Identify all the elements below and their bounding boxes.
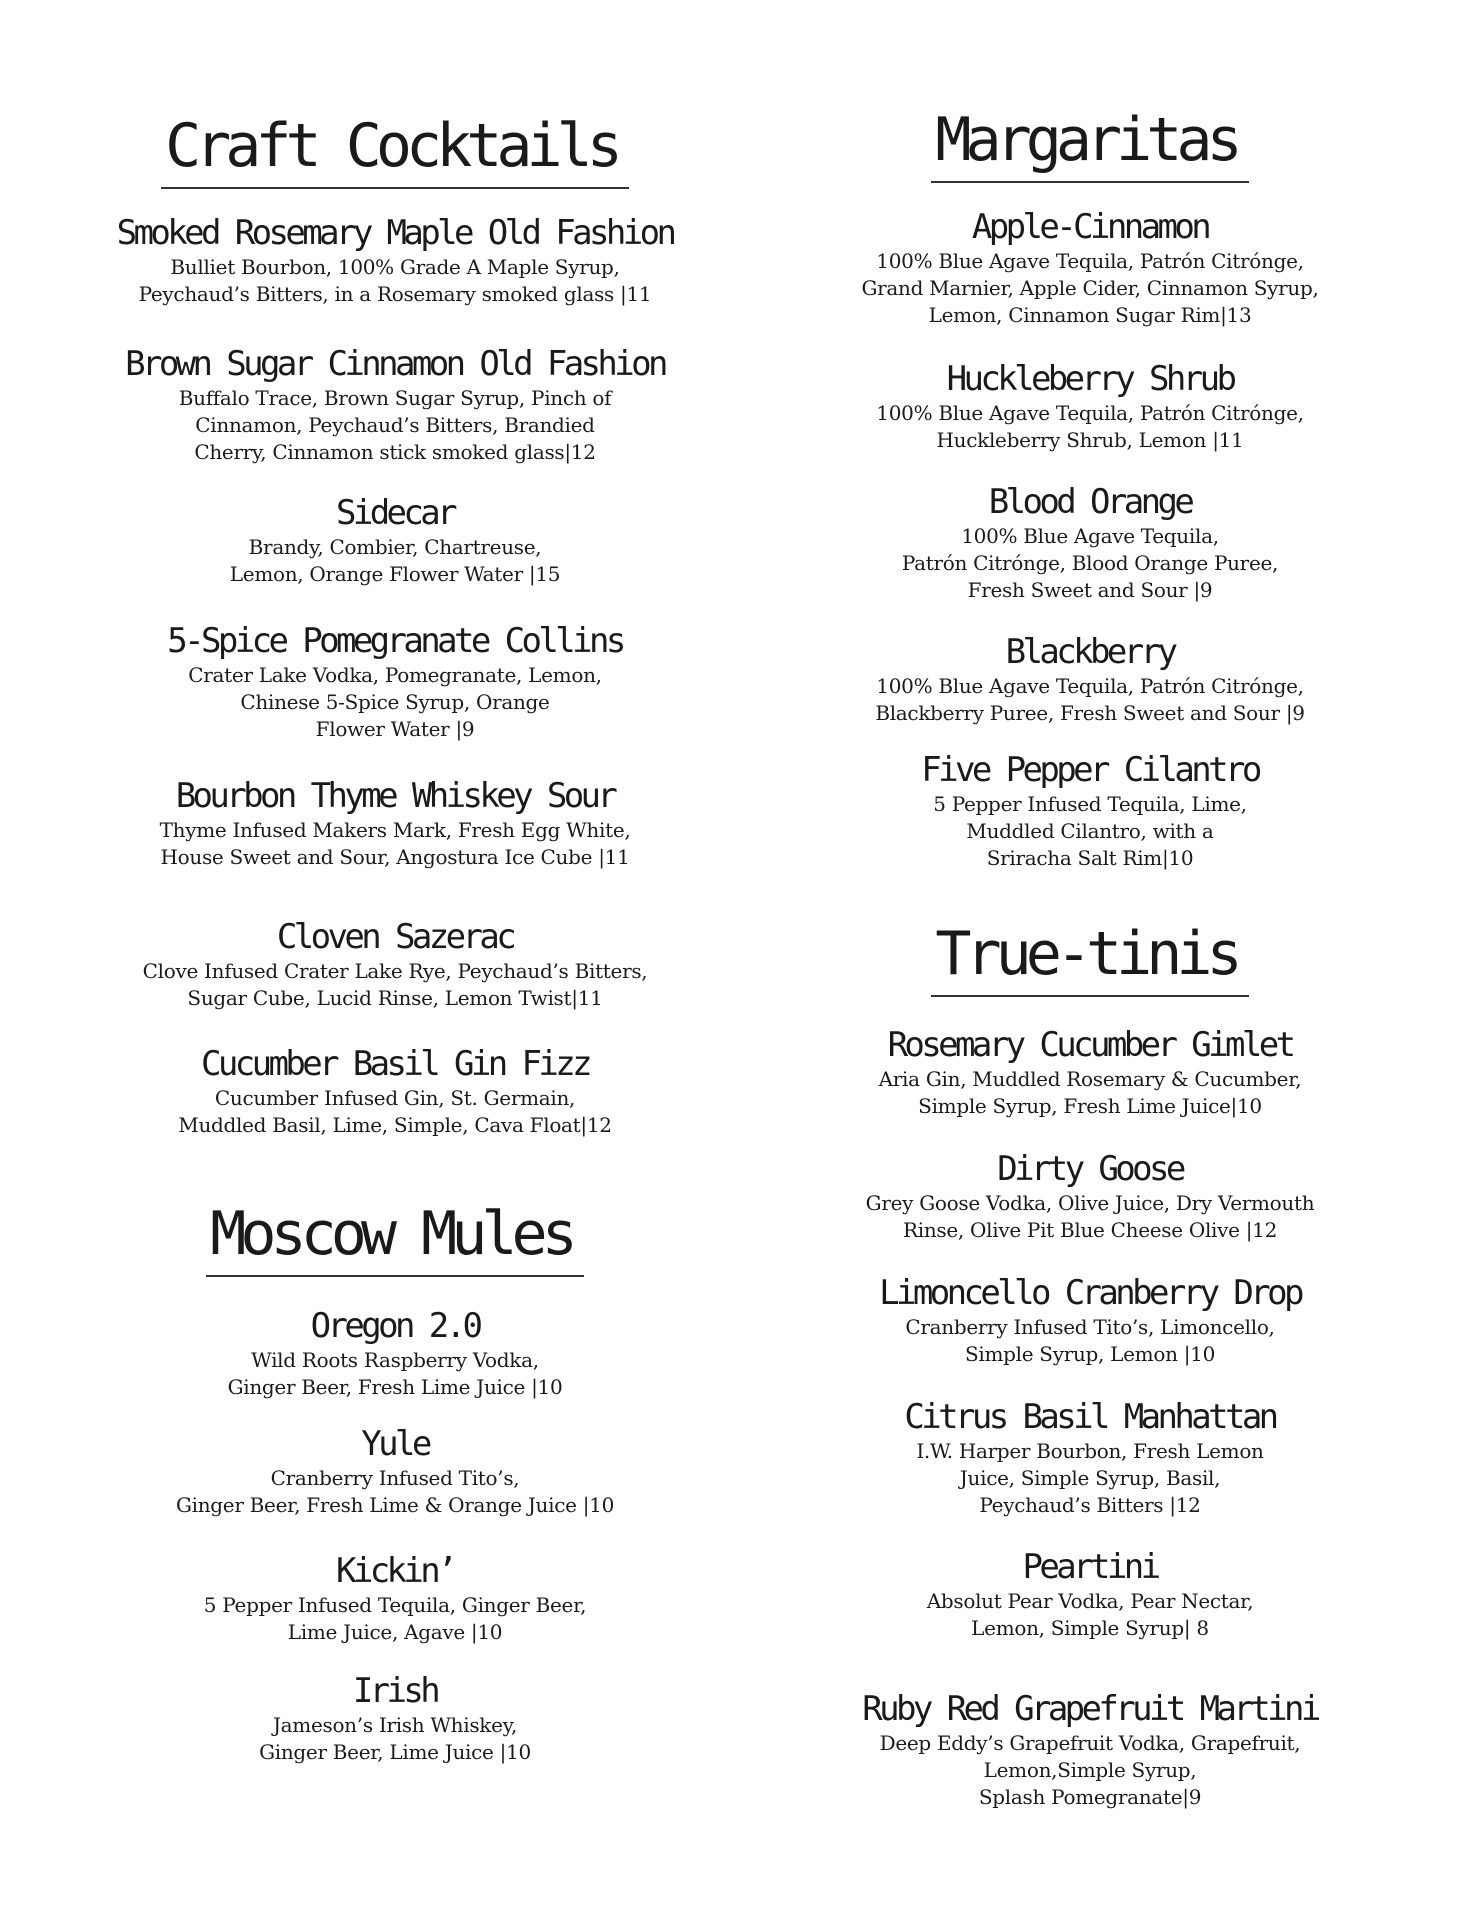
menu-item [780,1398,1400,1519]
item-description: 5 Pepper Infused Tequila, Ginger Beer, Lime Juice, Agave |10 [203,1593,587,1644]
item-description: Thyme Infused Makers Mark, Fresh Egg White, House Sweet and Sour, Angostura Ice Cube |11 [159,818,631,869]
item-description: Brandy, Combier, Chartreuse, Lemon, Orange Flower Water |15 [229,535,561,586]
item-description: I.W. Harper Bourbon, Fresh Lemon Juice, Simple Syrup, Basil, Peychaud’s Bitters |12 [916,1439,1264,1517]
menu-item [40,1672,750,1766]
section-title-margaritas: Margaritas [780,106,1400,183]
menu-item [40,918,750,1012]
item-description: 100% Blue Agave Tequila, Patrón Citrónge, Blood Orange Puree, Fresh Sweet and Sour |9 [901,524,1279,602]
item-name: Sidecar [335,493,455,533]
menu-item [40,622,750,743]
item-description: Bulliet Bourbon, 100% Grade A Maple Syrup, Peychaud’s Bitters, in a Rosemary smoked glass |11 [138,255,652,306]
item-description: Grey Goose Vodka, Olive Juice, Dry Vermouth Rinse, Olive Pit Blue Cheese Olive |12 [865,1191,1315,1242]
item-description: Jameson’s Irish Whiskey, Ginger Beer, Lime Juice |10 [259,1713,531,1764]
section-title-moscow-mules: Moscow Mules [40,1200,750,1277]
item-description: Absolut Pear Vodka, Pear Nectar, Lemon, Simple Syrup| 8 [926,1589,1254,1640]
menu-item [40,345,750,466]
item-description: Wild Roots Raspberry Vodka, Ginger Beer, Fresh Lime Juice |10 [227,1348,563,1399]
menu-item [780,1548,1400,1642]
item-name: Huckleberry Shrub [946,359,1234,399]
menu-item [40,1307,750,1401]
section-title-craft-cocktails: Craft Cocktails [40,112,750,189]
item-name: Ruby Red Grapefruit Martini [862,1689,1318,1729]
item-name: Kickin’ [335,1551,455,1591]
item-name: Smoked Rosemary Maple Old Fashion [116,213,674,253]
item-name: Apple-Cinnamon [971,207,1209,247]
menu-item [780,633,1400,727]
menu-item [780,1690,1400,1811]
menu-item [40,1045,750,1139]
item-name: Dirty Goose [997,1149,1183,1189]
item-description: Cranberry Infused Tito’s, Ginger Beer, Fresh Lime & Orange Juice |10 [175,1466,615,1517]
item-name: Peartini [1022,1547,1158,1587]
item-description: 5 Pepper Infused Tequila, Lime, Muddled Cilantro, with a Sriracha Salt Rim|10 [933,792,1247,870]
item-name: Cloven Sazerac [276,917,514,957]
menu-item [40,214,750,308]
menu-item [40,777,750,871]
item-name: Citrus Basil Manhattan [904,1397,1276,1437]
item-name: Five Pepper Cilantro [921,750,1259,790]
item-description: Clove Infused Crater Lake Rye, Peychaud’s Bitters, Sugar Cube, Lucid Rinse, Lemon Twist|11 [142,959,648,1010]
menu-item [40,1552,750,1646]
menu-item [780,483,1400,604]
item-description: Crater Lake Vodka, Pomegranate, Lemon, Chinese 5-Spice Syrup, Orange Flower Water |9 [188,663,602,741]
item-name: Brown Sugar Cinnamon Old Fashion [125,344,665,384]
item-name: Blackberry [1005,632,1175,672]
item-name: Limoncello Cranberry Drop [879,1273,1301,1313]
menu-item [780,208,1400,329]
menu-item [40,1425,750,1519]
item-description: Deep Eddy’s Grapefruit Vodka, Grapefruit, Lemon,Simple Syrup, Splash Pomegranate|9 [879,1731,1301,1809]
item-name: Rosemary Cucumber Gimlet [887,1025,1293,1065]
menu-item [780,1274,1400,1368]
item-name: Blood Orange [988,482,1192,522]
item-name: 5-Spice Pomegranate Collins [167,621,623,661]
item-description: 100% Blue Agave Tequila, Patrón Citrónge, Blackberry Puree, Fresh Sweet and Sour |9 [875,674,1305,725]
item-description: 100% Blue Agave Tequila, Patrón Citrónge, Huckleberry Shrub, Lemon |11 [876,401,1304,452]
menu-item [780,1026,1400,1120]
menu-item [780,360,1400,454]
menu-item [780,751,1400,872]
menu-item [40,494,750,588]
item-description: Cranberry Infused Tito’s, Limoncello, Simple Syrup, Lemon |10 [905,1315,1275,1366]
menu-item [780,1150,1400,1244]
item-name: Bourbon Thyme Whiskey Sour [175,776,615,816]
item-name: Yule [361,1424,429,1464]
item-description: Buffalo Trace, Brown Sugar Syrup, Pinch of Cinnamon, Peychaud’s Bitters, Brandied Cherry, Cinnamon stick smoked glass|12 [178,386,612,464]
item-name: Oregon 2.0 [310,1306,480,1346]
item-description: 100% Blue Agave Tequila, Patrón Citrónge, Grand Marnier, Apple Cider, Cinnamon Syrup, Lemon, Cinnamon Sugar Rim|13 [861,249,1319,327]
item-description: Aria Gin, Muddled Rosemary & Cucumber, Simple Syrup, Fresh Lime Juice|10 [878,1067,1302,1118]
item-name: Cucumber Basil Gin Fizz [200,1044,589,1084]
item-name: Irish [352,1671,438,1711]
section-title-true-tinis: True-tinis [780,920,1400,997]
item-description: Cucumber Infused Gin, St. Germain, Muddled Basil, Lime, Simple, Cava Float|12 [178,1086,612,1137]
